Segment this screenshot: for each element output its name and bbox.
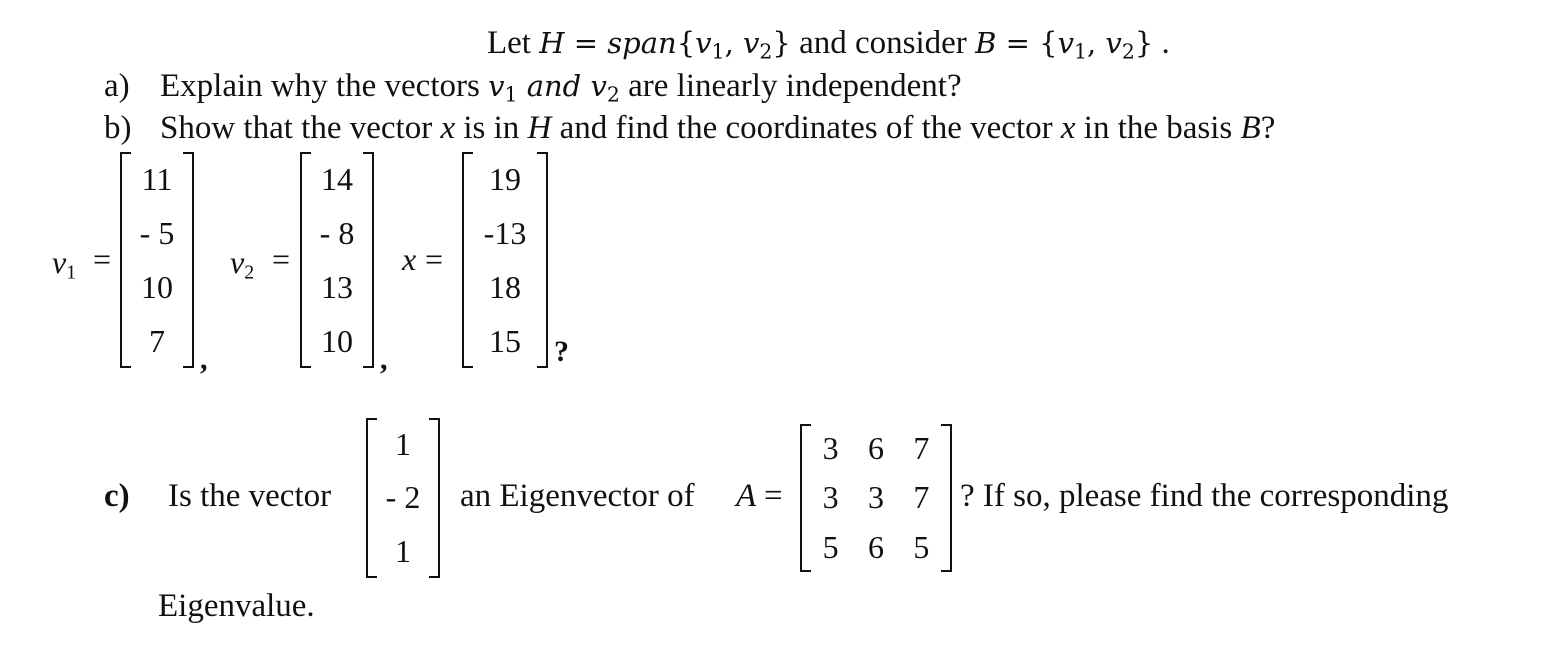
part-b-marker: b)	[104, 110, 132, 146]
header-v1b-sub: 1	[1073, 39, 1087, 64]
part-c-matrix-entry: 6	[867, 430, 884, 467]
v1-entry: 11	[141, 160, 173, 197]
x-entry: 15	[489, 322, 521, 359]
part-c-A: A	[736, 478, 757, 514]
v2-sub: 2	[244, 261, 255, 284]
v1-name: v	[52, 244, 67, 280]
header-B: B	[975, 26, 997, 60]
v2-entry: 14	[321, 160, 353, 197]
v2-cells	[300, 152, 374, 368]
part-c-marker: c)	[104, 478, 130, 514]
v1-comma: ,	[200, 343, 208, 376]
header-line	[487, 24, 1170, 62]
header-eq2: =	[996, 26, 1040, 60]
part-a-v1-name: v	[488, 69, 505, 103]
part-c-vector-cells	[366, 418, 440, 578]
part-b-t3: and find the coordinates of the vector	[551, 110, 1061, 146]
part-c-matrix-cells	[800, 424, 952, 572]
part-c-matrix-entry: 7	[913, 430, 930, 467]
part-c-matrix-entry: 7	[913, 479, 930, 516]
header-period: .	[1153, 25, 1170, 61]
part-a-v2-sub: 2	[606, 82, 620, 107]
header-v1-name: v	[695, 26, 712, 60]
part-c-t2: an Eigenvector of	[460, 478, 695, 514]
v2-comma: ,	[380, 343, 388, 376]
part-b-t1: Show that the vector	[160, 110, 441, 146]
v1-equals: =	[93, 241, 112, 277]
v1-entry: - 5	[139, 214, 175, 251]
part-a-v1-sub: 1	[504, 82, 518, 107]
part-c-vector-entry: - 2	[385, 479, 421, 516]
v2-entry: - 8	[319, 214, 355, 251]
part-b-x1: x	[440, 110, 456, 146]
header-v1-sub: 1	[711, 39, 725, 64]
part-b-question	[160, 109, 1275, 147]
part-a-and: and	[517, 69, 591, 103]
x-entry: 19	[489, 160, 521, 197]
part-b-B: B	[1240, 110, 1261, 146]
v2-equals: =	[272, 241, 291, 277]
part-c-matrix-entry: 3	[822, 479, 839, 516]
v2-entry: 10	[321, 322, 353, 359]
part-a-v2-name: v	[590, 69, 607, 103]
header-H: H	[539, 26, 565, 60]
v2-label	[230, 244, 255, 284]
part-c-t1: Is the vector	[168, 478, 332, 514]
part-c-t4: Eigenvalue.	[158, 588, 315, 624]
x-entry: 18	[489, 268, 521, 305]
header-let: Let	[487, 25, 540, 61]
part-c-matrix-entry: 5	[913, 528, 930, 565]
part-c-matrix-entry: 5	[822, 528, 839, 565]
part-a-question	[160, 67, 962, 105]
header-and-consider: and consider	[790, 25, 976, 61]
part-a-text-before: Explain why the vectors	[160, 68, 489, 104]
header-sep-1: ,	[724, 26, 743, 60]
part-c-equals: =	[764, 478, 783, 514]
part-c-t3: ? If so, please find the corresponding	[960, 478, 1449, 514]
part-c-matrix-entry: 6	[867, 528, 884, 565]
v1-sub: 1	[66, 261, 77, 284]
v1-matrix	[120, 152, 194, 368]
header-v2b-sub: 2	[1121, 39, 1135, 64]
v2-name: v	[230, 244, 245, 280]
x-cells	[462, 152, 548, 368]
part-c-matrix	[800, 424, 952, 572]
header-v2-sub: 2	[759, 39, 773, 64]
header-v1b-name: v	[1057, 26, 1074, 60]
part-b-t5: ?	[1260, 110, 1276, 146]
part-a-marker: a)	[104, 68, 130, 104]
header-v2-name: v	[743, 26, 760, 60]
header-set-close-1: }	[772, 26, 791, 60]
part-c-vector-entry: 1	[395, 426, 411, 463]
v2-entry: 13	[321, 268, 353, 305]
header-eq1: =	[564, 26, 608, 60]
x-entry: -13	[483, 214, 527, 251]
v1-cells	[120, 152, 194, 368]
x-equals: =	[425, 241, 444, 277]
v1-entry: 10	[141, 268, 173, 305]
header-v2b-name: v	[1105, 26, 1122, 60]
v1-entry: 7	[149, 322, 165, 359]
header-set-close-2: }	[1134, 26, 1154, 60]
part-a-text-after: are linearly independent?	[619, 68, 962, 104]
part-c-vector-entry: 1	[395, 532, 411, 569]
x-question-mark: ?	[554, 335, 569, 368]
x-matrix	[462, 152, 548, 368]
part-c-matrix-entry: 3	[867, 479, 884, 516]
part-b-x2: x	[1060, 110, 1076, 146]
part-b-H: H	[527, 110, 552, 146]
v1-label	[52, 244, 77, 284]
part-b-t2: is in	[455, 110, 528, 146]
header-set-open-1: {	[676, 26, 696, 60]
v2-matrix	[300, 152, 374, 368]
header-set-open-2: {	[1039, 26, 1058, 60]
part-c-vector	[366, 418, 440, 578]
header-sep-2: ,	[1086, 26, 1106, 60]
part-b-t4: in the basis	[1075, 110, 1241, 146]
part-c-matrix-entry: 3	[822, 430, 839, 467]
header-span: span	[607, 26, 677, 60]
x-label: x	[402, 241, 417, 277]
